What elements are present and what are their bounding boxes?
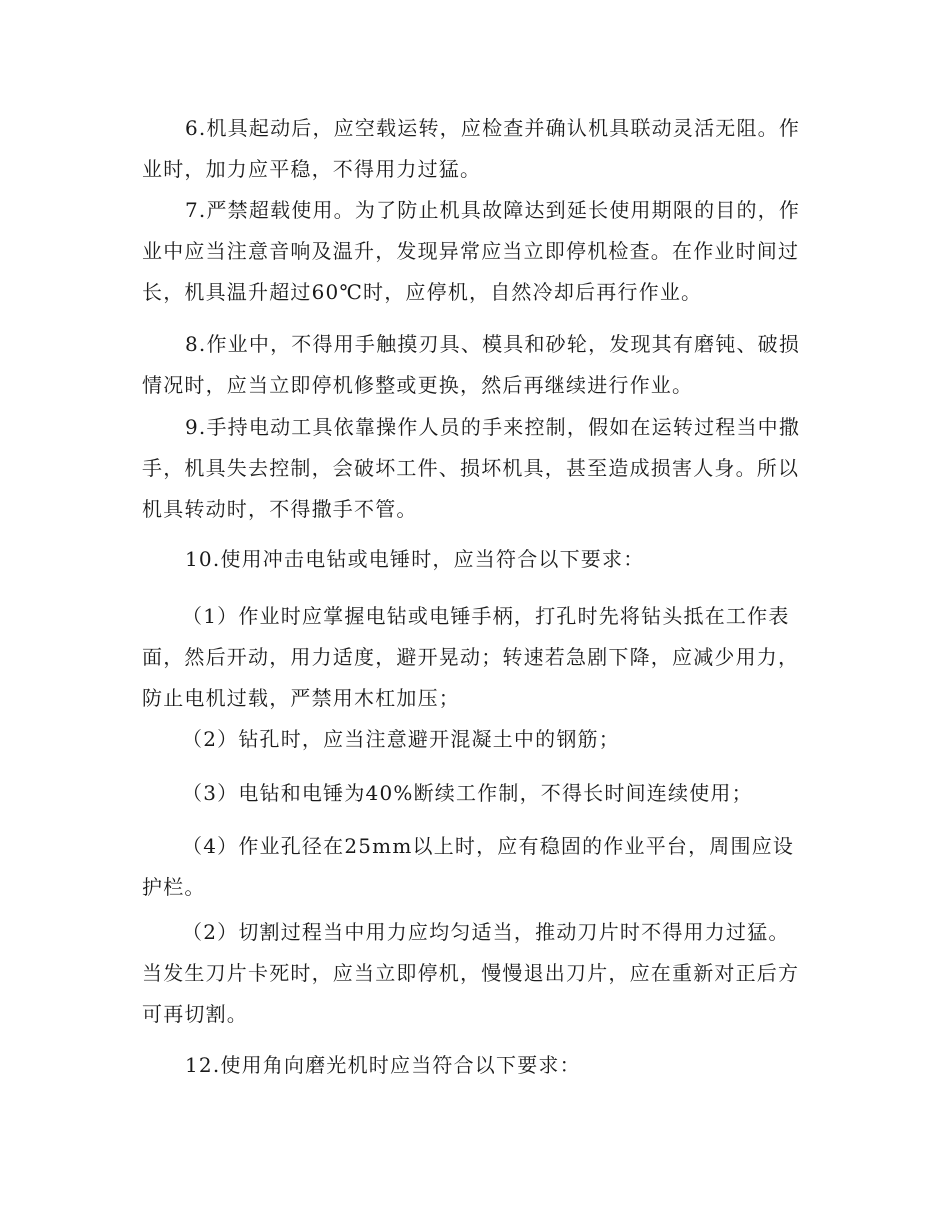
paragraph-item-6: 6.机具起动后，应空载运转，应检查并确认机具联动灵活无阻。作业时，加力应平稳，不得用力过猛。 — [142, 116, 801, 181]
paragraph-item-10: 10.使用冲击电钻或电锤时，应当符合以下要求： — [185, 547, 645, 571]
paragraph-item-7: 7.严禁超载使用。为了防止机具故障达到延长使用期限的目的，作业中应当注意音响及温升，发现异常应当立即停机检查。在作业时间过长，机具温升超过60℃时，应停机，自然冷却后再行作业。 — [142, 198, 801, 304]
paragraph-cutting-item-2: （2）切割过程当中用力应均匀适当，推动刀片时不得用力过猛。当发生刀片卡死时，应当立即停机，慢慢退出刀片，应在重新对正后方可再切割。 — [142, 920, 800, 1026]
paragraph-subitem-2: （2）钻孔时，应当注意避开混凝土中的钢筋； — [182, 727, 620, 751]
paragraph-item-9: 9.手持电动工具依靠操作人员的手来控制，假如在运转过程当中撒手，机具失去控制，会破坏工件、损坏机具，甚至造成损害人身。所以机具转动时，不得撒手不管。 — [142, 415, 801, 521]
paragraph-item-8: 8.作业中，不得用手触摸刃具、模具和砂轮，发现其有磨钝、破损情况时，应当立即停机修整或更换，然后再继续进行作业。 — [142, 332, 801, 397]
paragraph-item-12: 12.使用角向磨光机时应当符合以下要求： — [185, 1053, 581, 1077]
paragraph-subitem-4: （4）作业孔径在25mm以上时，应有稳固的作业平台，周围应设护栏。 — [142, 834, 795, 899]
paragraph-subitem-1: （1）作业时应掌握电钻或电锤手柄，打孔时先将钻头抵在工作表面，然后开动，用力适度，避开晃动；转速若急剧下降，应减少用力，防止电机过载，严禁用木杠加压； — [142, 604, 800, 710]
paragraph-subitem-3: （3）电钻和电锤为40%断续工作制，不得长时间连续使用； — [182, 781, 753, 805]
